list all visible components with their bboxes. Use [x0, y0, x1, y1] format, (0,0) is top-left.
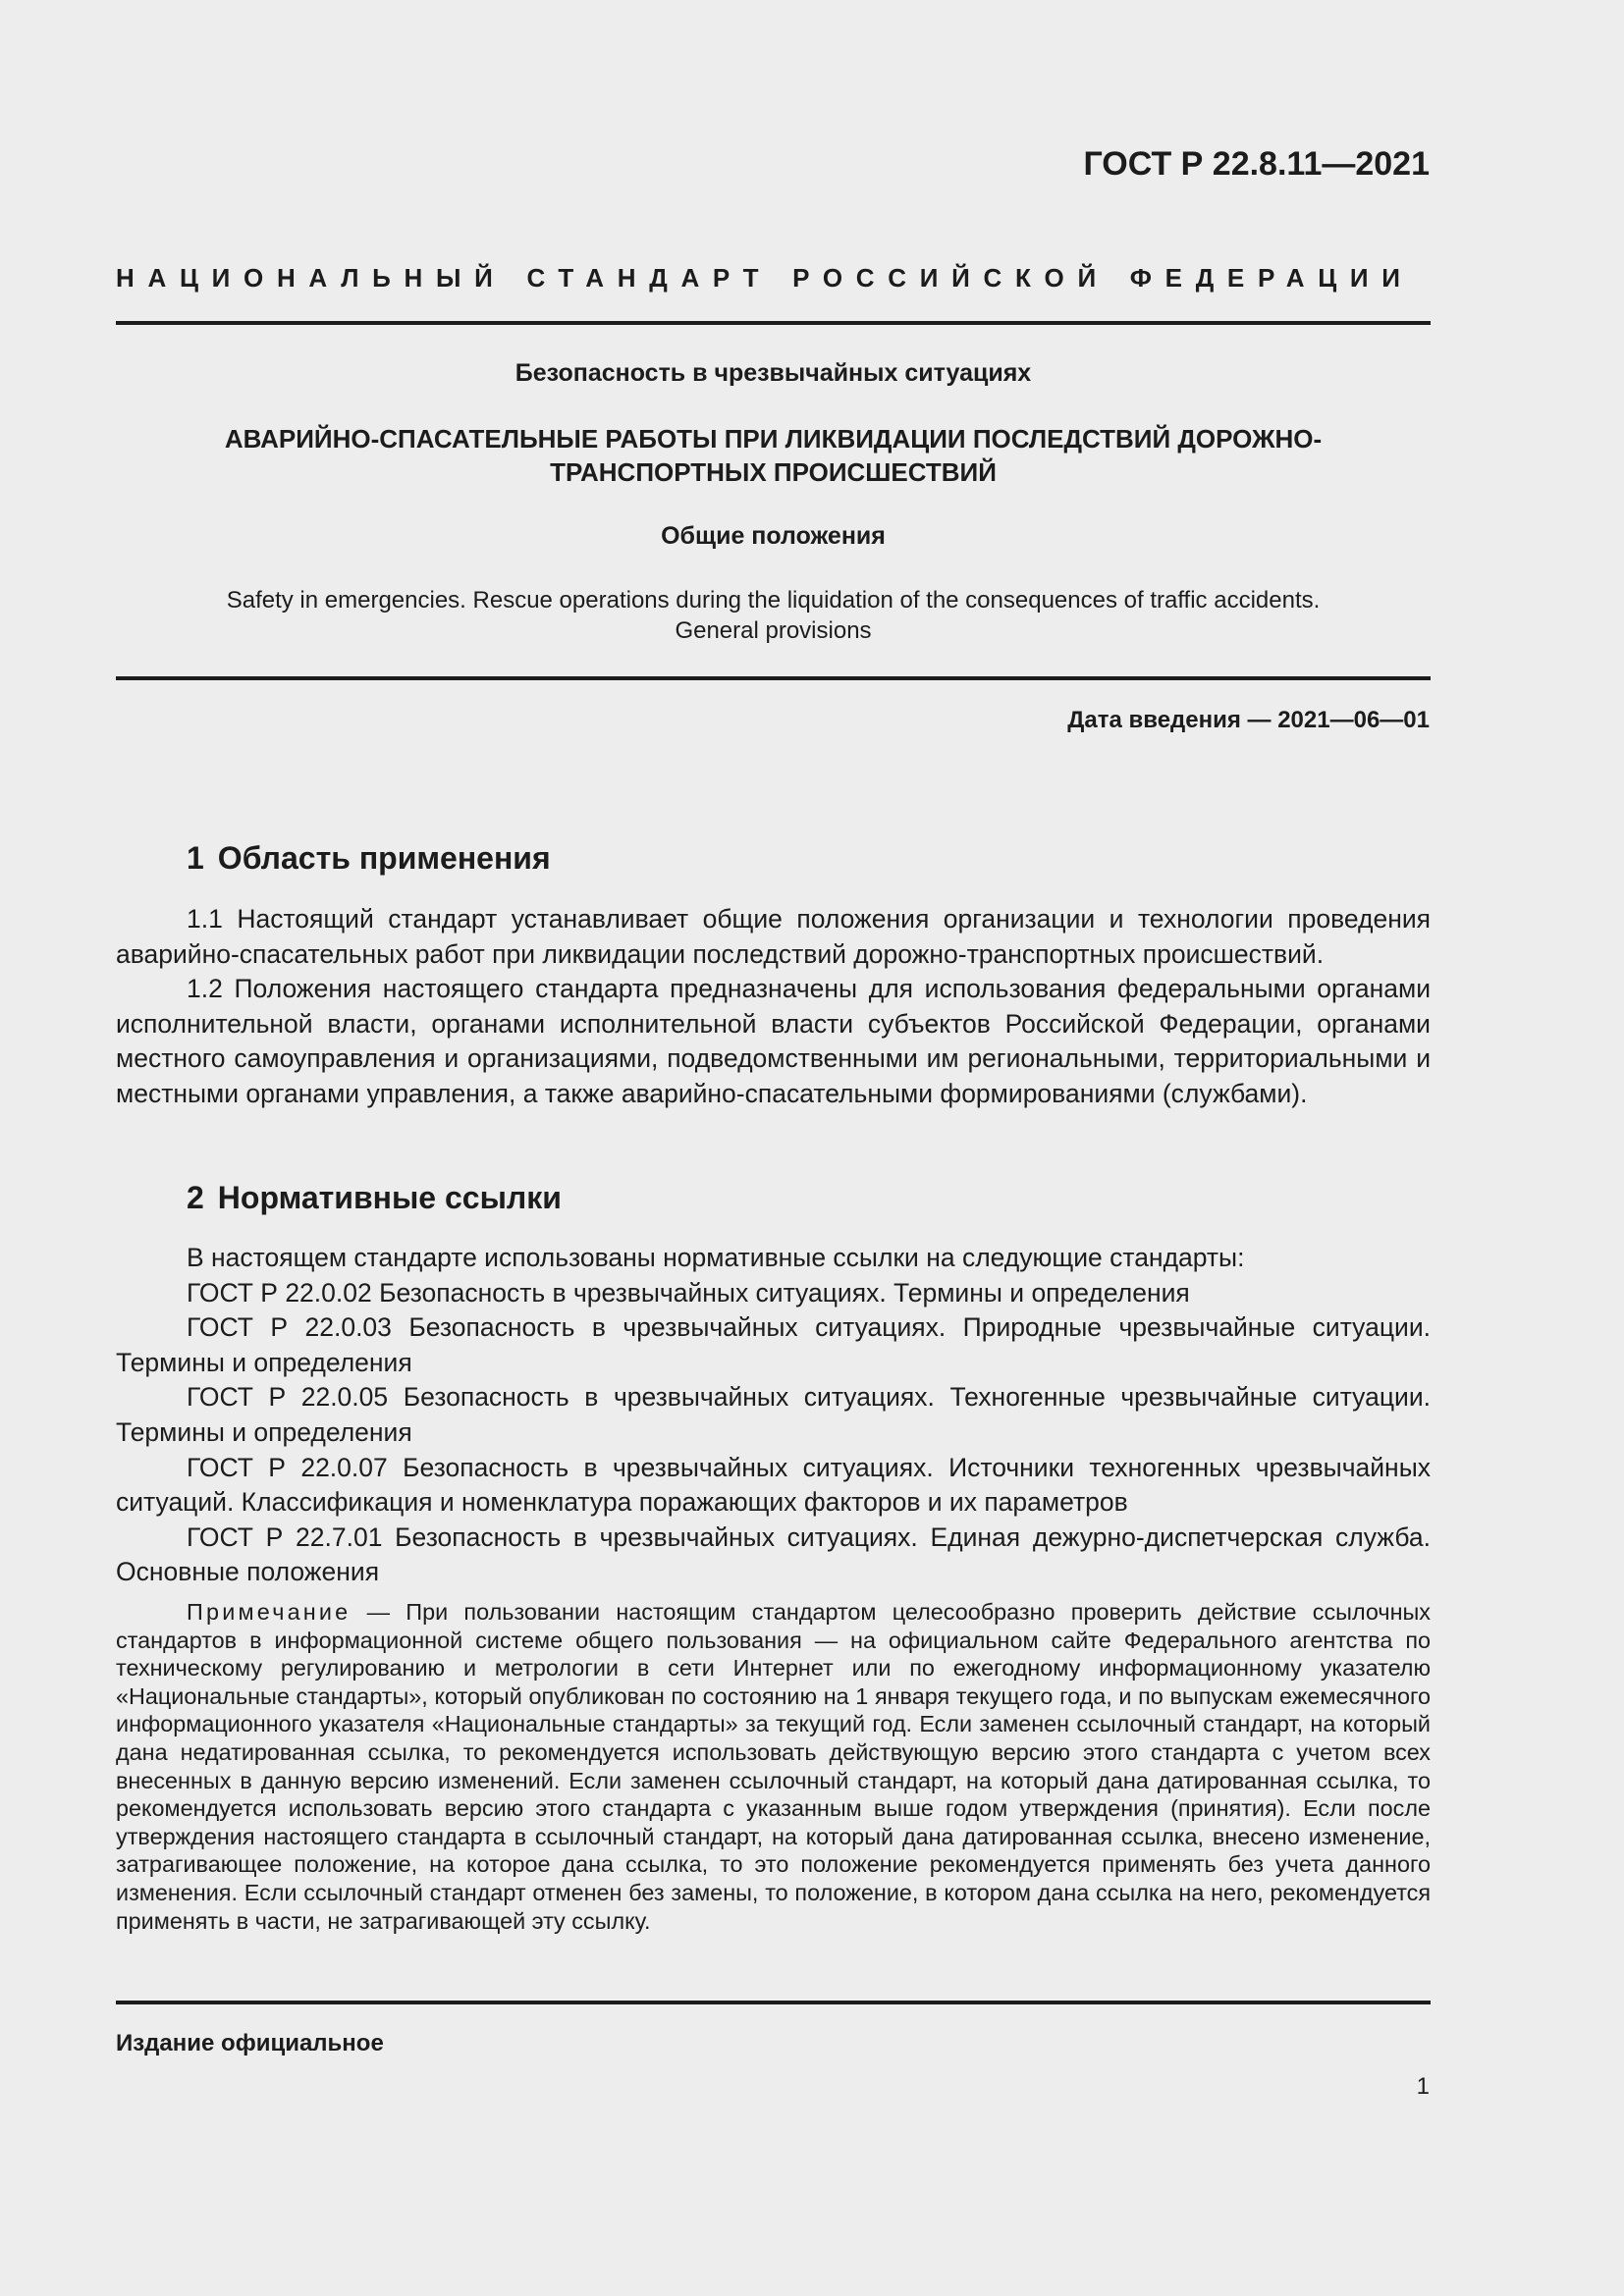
english-title-line-1: Safety in emergencies. Rescue operations during the liquidation of the consequences of traffic accidents.: [226, 587, 1321, 614]
footer-divider: [116, 2001, 1431, 2004]
document-subtitle: Общие положения: [661, 522, 886, 550]
paragraph-1-1: 1.1 Настоящий стандарт устанавливает общие положения организации и технологии проведения аварийно-спасательных работ при ликвидации последствий дорожно-транспортных происшествий.: [116, 904, 1431, 969]
section-1-body: [116, 902, 1431, 1112]
note-block: [116, 1598, 1431, 1935]
date-of-introduction: Дата введения — 2021—06—01: [1067, 707, 1430, 733]
english-title-line-2: General provisions: [675, 617, 872, 644]
section-2-number: 2: [187, 1180, 204, 1215]
document-title-line-1: АВАРИЙНО-СПАСАТЕЛЬНЫЕ РАБОТЫ ПРИ ЛИКВИДАЦИИ ПОСЛЕДСТВИЙ ДОРОЖНО-: [224, 424, 1323, 454]
reference-item: ГОСТ Р 22.7.01 Безопасность в чрезвычайных ситуациях. Единая дежурно-диспетчерская служба. Основные положения: [116, 1522, 1431, 1587]
top-divider: [116, 321, 1431, 325]
section-2-body: [116, 1241, 1431, 1590]
note-label: Примечание: [187, 1599, 352, 1625]
standard-series: Безопасность в чрезвычайных ситуациях: [514, 359, 1032, 387]
title-divider: [116, 676, 1431, 680]
english-title: [116, 585, 1431, 646]
section-2-heading: [187, 1180, 562, 1216]
note-text: — При пользовании настоящим стандартом целесообразно проверить действие ссылочных стандартов в информационной системе общего пользования — на официальном сайте Федерального агентства по техническому регулированию и метрологии в сети Интернет или по ежегодному информационному указателю «Национальные стандарты», который опубликован по состоянию на 1 января текущего года, и по выпускам ежемесячного информационного указателя «Национальные стандарты» за текущий год. Если заменен ссылочный стандарт, на который дана недатированная ссылка, то рекомендуется использовать действующую версию этого стандарта с учетом всех внесенных в данную версию изменений. Если заменен ссылочный стандарт, на который дана датированная ссылка, то рекомендуется использовать версию этого стандарта с указанным выше годом утверждения (принятия). Если после утверждения настоящего стандарта в ссылочный стандарт, на который дана датированная ссылка, внесено изменение, затрагивающее положение, на которое дана ссылка, то это положение рекомендуется применять без учета данного изменения. Если ссылочный стандарт отменен без замены, то положение, в котором дана ссылка на него, рекомендуется применять в части, не затрагивающей эту ссылку.: [116, 1599, 1431, 1934]
references-intro: В настоящем стандарте использованы нормативные ссылки на следующие стандарты:: [187, 1243, 1245, 1272]
reference-item: ГОСТ Р 22.0.05 Безопасность в чрезвычайных ситуациях. Техногенные чрезвычайные ситуации. Термины и определения: [116, 1382, 1431, 1447]
section-1-number: 1: [187, 840, 204, 876]
national-standard-banner: НАЦИОНАЛЬНЫЙ СТАНДАРТ РОССИЙСКОЙ ФЕДЕРАЦИИ: [116, 263, 1414, 293]
document-number: ГОСТ Р 22.8.11—2021: [1083, 145, 1430, 183]
reference-item: ГОСТ Р 22.0.07 Безопасность в чрезвычайных ситуациях. Источники техногенных чрезвычайных ситуаций. Классификация и номенклатура поражающих факторов и их параметров: [116, 1452, 1431, 1518]
section-2-title: Нормативные ссылки: [217, 1180, 562, 1215]
document-title-line-2: ТРАНСПОРТНЫХ ПРОИСШЕСТВИЙ: [550, 457, 997, 487]
page-number: 1: [1416, 2073, 1430, 2100]
official-edition-label: Издание официальное: [116, 2030, 384, 2056]
document-title: [116, 422, 1431, 489]
paragraph-1-2: 1.2 Положения настоящего стандарта предназначены для использования федеральными органами исполнительной власти, органами исполнительной власти субъектов Российской Федерации, органами местного самоуправления и организациями, подведомственными им региональными, территориальными и местными органами управления, а также аварийно-спасательными формированиями (службами).: [116, 974, 1431, 1108]
section-1-heading: [187, 840, 551, 877]
reference-item: ГОСТ Р 22.0.02 Безопасность в чрезвычайных ситуациях. Термины и определения: [187, 1277, 1190, 1308]
reference-item: ГОСТ Р 22.0.03 Безопасность в чрезвычайных ситуациях. Природные чрезвычайные ситуации. Термины и определения: [116, 1312, 1431, 1377]
section-1-title: Область применения: [217, 840, 551, 876]
